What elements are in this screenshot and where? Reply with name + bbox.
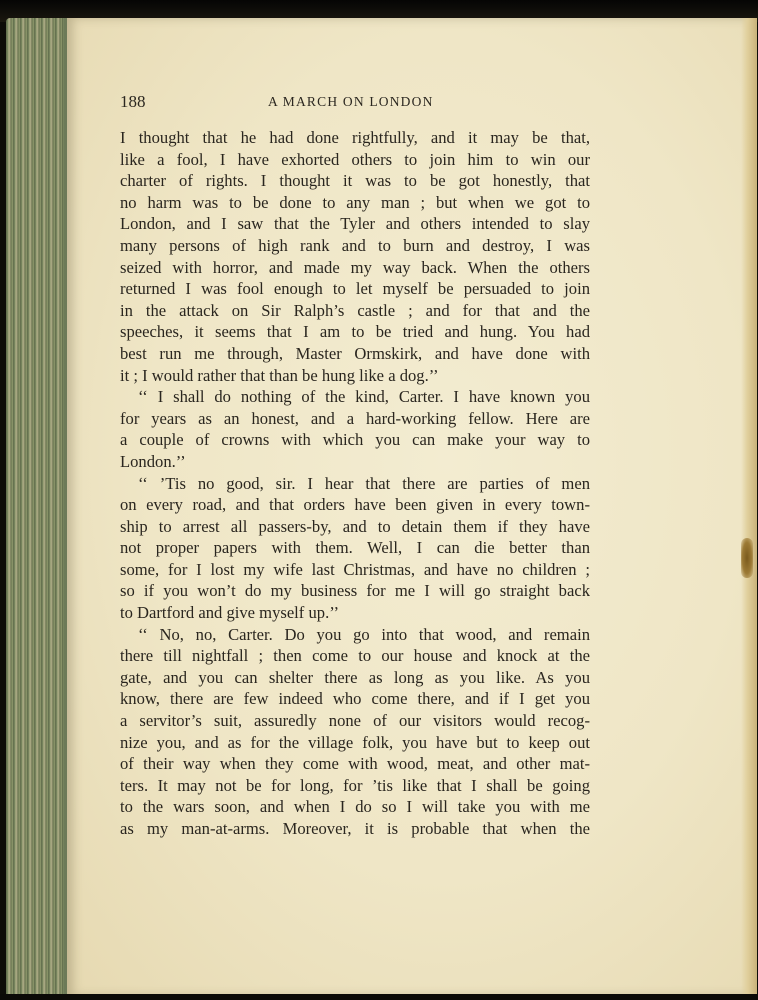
- text-line: in the attack on Sir Ralph’s castle ; and for that and the: [120, 300, 590, 320]
- page-gutter-shading: [741, 18, 757, 996]
- text-line: a couple of crowns with which you can make your way to: [120, 430, 590, 450]
- text-line: not proper papers with them. Well, I can die better than: [120, 538, 590, 558]
- text-line: gate, and you can shelter there as long as you like. As you: [120, 667, 590, 687]
- text-line: for years as an honest, and a hard-working fellow. Here are: [120, 408, 590, 428]
- body-text: [120, 127, 590, 840]
- chapter-heading: A MARCH ON LONDON: [268, 94, 434, 109]
- text-line: I thought that he had done rightfully, and it may be that,: [120, 128, 590, 147]
- text-line: like a fool, I have exhorted others to join him to win our: [120, 149, 590, 169]
- text-line: to the wars soon, and when I do so I will take you with me: [120, 797, 590, 817]
- text-line: of their way when they come with wood, meat, and other mat-: [120, 754, 590, 774]
- text-line: a servitor’s suit, assuredly none of our visitors would recog-: [120, 711, 590, 731]
- text-line: seized with horror, and made my way back. When the others: [120, 257, 590, 277]
- page-number: 188: [120, 92, 146, 111]
- text-line: some, for I lost my wife last Christmas, and have no children ;: [120, 559, 590, 579]
- text-line: London.’’: [120, 451, 186, 471]
- text-line: many persons of high rank and to burn and destroy, I was: [120, 235, 590, 255]
- text-line: returned I was fool enough to let myself be persuaded to join: [120, 279, 590, 299]
- text-line: ‘‘ I shall do nothing of the kind, Carter. I have known you: [138, 387, 590, 407]
- text-line: no harm was to be done to any man ; but when we got to: [120, 192, 590, 212]
- text-line: as my man-at-arms. Moreover, it is probable that when the: [120, 819, 590, 838]
- binding-mark: [741, 538, 753, 578]
- text-line: London, and I saw that the Tyler and others intended to slay: [120, 214, 590, 234]
- bottom-shadow: [0, 994, 758, 1000]
- running-head: [120, 92, 590, 116]
- text-line: it ; I would rather that than be hung like a dog.’’: [120, 365, 439, 385]
- text-line: charter of rights. I thought it was to be got honestly, that: [120, 171, 590, 191]
- text-line: on every road, and that orders have been given in every town-: [120, 495, 590, 515]
- text-line: there till nightfall ; then come to our house and knock at the: [120, 646, 590, 666]
- text-line: ‘‘ No, no, Carter. Do you go into that wood, and remain: [138, 624, 590, 644]
- text-line: know, there are few indeed who come there, and if I get you: [120, 689, 590, 709]
- text-line: ship to arrest all passers-by, and to detain them if they have: [120, 516, 590, 536]
- text-line: best run me through, Master Ormskirk, and have done with: [120, 343, 590, 363]
- text-line: so if you won’t do my business for me I will go straight back: [120, 581, 590, 601]
- text-line: ters. It may not be for long, for ’tis like that I shall be going: [120, 775, 590, 795]
- text-line: to Dartford and give myself up.’’: [120, 603, 340, 623]
- text-line: ‘‘ ’Tis no good, sir. I hear that there are parties of men: [138, 473, 590, 493]
- text-line: speeches, it seems that I am to be tried and hung. You had: [120, 322, 590, 342]
- text-line: nize you, and as for the village folk, you have but to keep out: [120, 732, 590, 752]
